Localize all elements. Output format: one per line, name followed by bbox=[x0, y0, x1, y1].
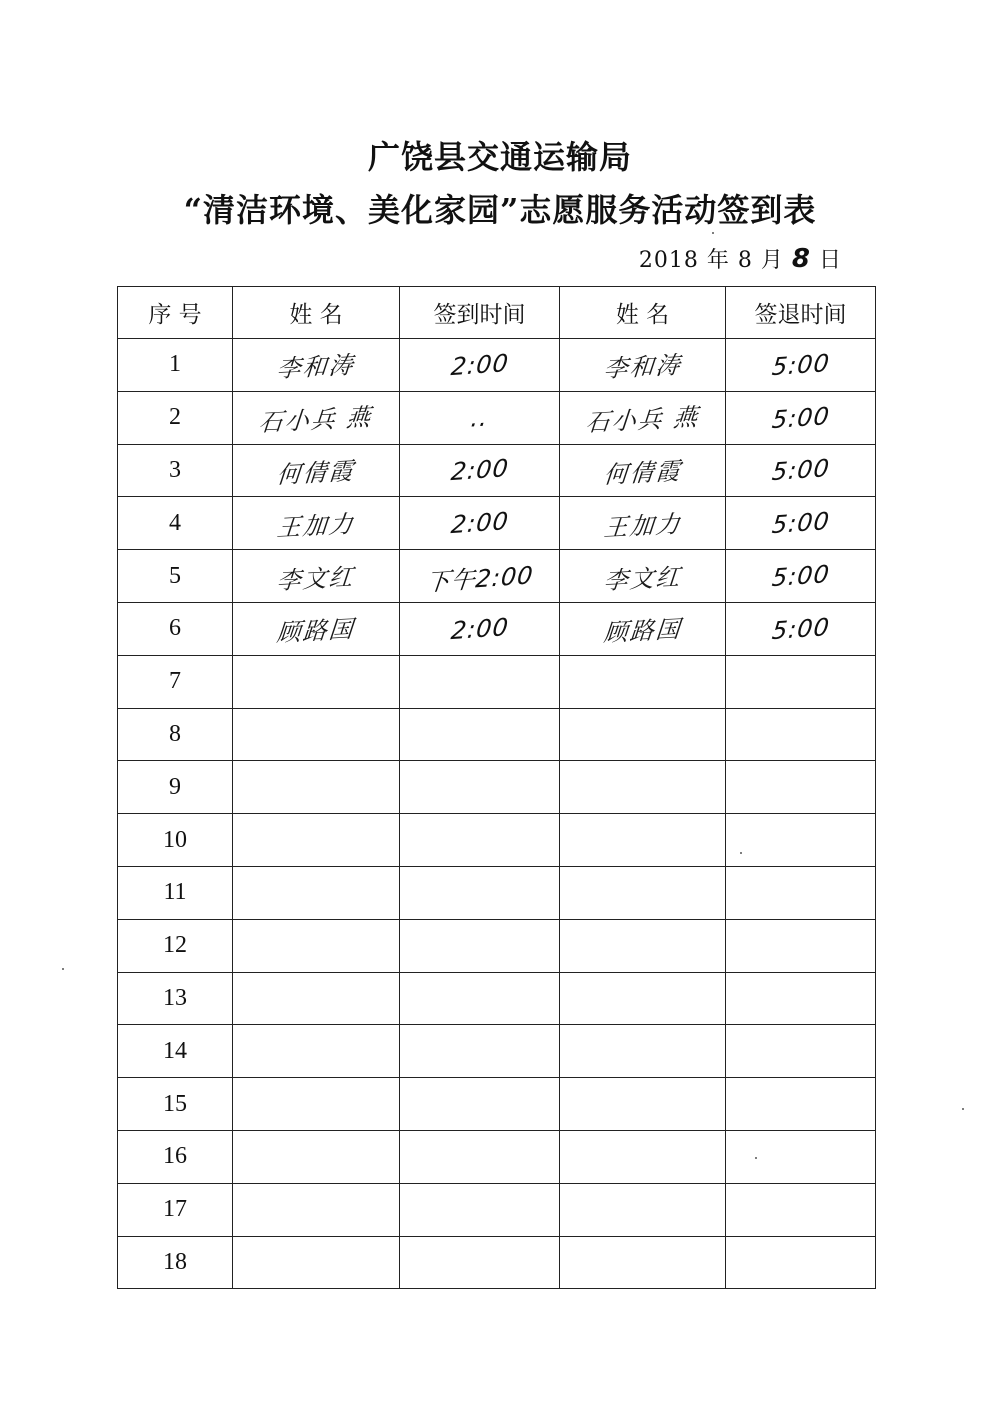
signout-name bbox=[560, 550, 726, 603]
signout-time-text: 5:00 bbox=[770, 454, 831, 487]
row-number: 13 bbox=[118, 972, 233, 1025]
table-row bbox=[118, 655, 876, 708]
signin-time-text: 2:00 bbox=[449, 612, 510, 646]
document-date bbox=[639, 243, 842, 274]
signout-time-text: 5:00 bbox=[770, 507, 831, 540]
table-row bbox=[118, 1130, 876, 1183]
row-number: 5 bbox=[118, 550, 233, 603]
signout-name-text: 顾路国 bbox=[602, 615, 683, 648]
signout-time bbox=[726, 1236, 876, 1289]
signout-time bbox=[726, 444, 876, 497]
scan-speck bbox=[62, 968, 64, 970]
row-number: 8 bbox=[118, 708, 233, 761]
signin-time bbox=[400, 391, 560, 444]
row-number: 6 bbox=[118, 602, 233, 655]
row-number: 9 bbox=[118, 761, 233, 814]
signout-time-text: 5:00 bbox=[770, 401, 831, 434]
signout-name bbox=[560, 708, 726, 761]
table-row bbox=[118, 814, 876, 867]
signin-name bbox=[233, 814, 400, 867]
signout-name bbox=[560, 1183, 726, 1236]
signin-time bbox=[400, 814, 560, 867]
row-number: 17 bbox=[118, 1183, 233, 1236]
header-time-out: 签退时间 bbox=[726, 287, 876, 339]
row-number: 7 bbox=[118, 655, 233, 708]
signin-table bbox=[117, 286, 876, 1289]
signin-time bbox=[400, 1130, 560, 1183]
signin-time bbox=[400, 602, 560, 655]
table-row bbox=[118, 972, 876, 1025]
signin-name bbox=[233, 1236, 400, 1289]
row-number: 14 bbox=[118, 1025, 233, 1078]
row-number: 11 bbox=[118, 866, 233, 919]
row-number: 18 bbox=[118, 1236, 233, 1289]
signout-time bbox=[726, 866, 876, 919]
signin-time-text: 2:00 bbox=[449, 507, 510, 540]
signin-time bbox=[400, 497, 560, 550]
signout-name-text: 石小兵 燕 bbox=[584, 403, 701, 438]
row-number: 3 bbox=[118, 444, 233, 497]
signin-time bbox=[400, 1078, 560, 1131]
row-number: 16 bbox=[118, 1130, 233, 1183]
signout-name bbox=[560, 1078, 726, 1131]
table-body bbox=[118, 339, 876, 1289]
signin-name-text: 石小兵 燕 bbox=[257, 403, 374, 438]
signin-name bbox=[233, 708, 400, 761]
table-row bbox=[118, 602, 876, 655]
row-number: 10 bbox=[118, 814, 233, 867]
signout-name bbox=[560, 866, 726, 919]
signout-time bbox=[726, 1025, 876, 1078]
table-row bbox=[118, 708, 876, 761]
signin-name-text: 顾路国 bbox=[275, 615, 356, 648]
row-number: 15 bbox=[118, 1078, 233, 1131]
row-number: 4 bbox=[118, 497, 233, 550]
signin-name bbox=[233, 1183, 400, 1236]
table-row bbox=[118, 761, 876, 814]
table-row bbox=[118, 391, 876, 444]
signin-time-text: 2:00 bbox=[449, 454, 510, 487]
signin-name bbox=[233, 761, 400, 814]
signin-time bbox=[400, 655, 560, 708]
signout-name bbox=[560, 814, 726, 867]
signout-time bbox=[726, 339, 876, 392]
signout-name bbox=[560, 761, 726, 814]
document-title: 广饶县交通运输局 bbox=[367, 138, 632, 176]
signin-time bbox=[400, 1236, 560, 1289]
signin-name bbox=[233, 866, 400, 919]
signout-name bbox=[560, 1236, 726, 1289]
signout-time-text: 5:00 bbox=[770, 612, 831, 646]
signin-name bbox=[233, 550, 400, 603]
signin-name-text: 何倩霞 bbox=[275, 456, 356, 490]
header-name-in: 姓 名 bbox=[233, 287, 400, 339]
scan-speck bbox=[712, 232, 714, 234]
table-row bbox=[118, 339, 876, 392]
signin-time bbox=[400, 550, 560, 603]
header-serial: 序 号 bbox=[118, 287, 233, 339]
signout-time bbox=[726, 708, 876, 761]
signin-time-text: .. bbox=[469, 402, 490, 433]
table-row bbox=[118, 444, 876, 497]
signin-name bbox=[233, 919, 400, 972]
signin-name bbox=[233, 497, 400, 550]
signin-name-text: 李和涛 bbox=[275, 351, 356, 384]
signout-time bbox=[726, 1130, 876, 1183]
signout-time bbox=[726, 550, 876, 603]
table-row bbox=[118, 919, 876, 972]
signout-name-text: 李和涛 bbox=[602, 351, 683, 384]
signout-time bbox=[726, 919, 876, 972]
signin-time bbox=[400, 339, 560, 392]
signin-time bbox=[400, 761, 560, 814]
signin-time bbox=[400, 708, 560, 761]
signout-name-text: 王加力 bbox=[602, 509, 683, 542]
signin-time-text: 2:00 bbox=[449, 348, 510, 382]
signout-time bbox=[726, 1078, 876, 1131]
signout-name bbox=[560, 444, 726, 497]
signout-time bbox=[726, 814, 876, 867]
signout-name bbox=[560, 391, 726, 444]
signout-time bbox=[726, 602, 876, 655]
table-row bbox=[118, 866, 876, 919]
signin-name bbox=[233, 655, 400, 708]
signout-name bbox=[560, 497, 726, 550]
scan-speck bbox=[755, 1157, 757, 1159]
signout-name-text: 李文红 bbox=[602, 562, 683, 595]
date-suffix: 日 bbox=[818, 248, 842, 273]
signout-time-text: 5:00 bbox=[770, 559, 831, 593]
signin-name bbox=[233, 1078, 400, 1131]
table-row bbox=[118, 1183, 876, 1236]
scan-speck bbox=[740, 852, 742, 854]
signout-name bbox=[560, 1130, 726, 1183]
date-day-handwritten: 8 bbox=[791, 244, 811, 274]
signout-time bbox=[726, 655, 876, 708]
signin-time bbox=[400, 919, 560, 972]
signin-time bbox=[400, 1025, 560, 1078]
row-number: 1 bbox=[118, 339, 233, 392]
signin-name bbox=[233, 972, 400, 1025]
table-row bbox=[118, 1236, 876, 1289]
signin-time bbox=[400, 972, 560, 1025]
header-time-in: 签到时间 bbox=[400, 287, 560, 339]
signout-name bbox=[560, 972, 726, 1025]
signin-time bbox=[400, 1183, 560, 1236]
signout-time bbox=[726, 391, 876, 444]
signin-name bbox=[233, 444, 400, 497]
signout-name bbox=[560, 919, 726, 972]
signout-name bbox=[560, 339, 726, 392]
table-row bbox=[118, 1078, 876, 1131]
signin-time-text: 下午2:00 bbox=[423, 560, 535, 597]
signin-time bbox=[400, 444, 560, 497]
signout-time bbox=[726, 1183, 876, 1236]
table-header-row bbox=[118, 287, 876, 339]
row-number: 12 bbox=[118, 919, 233, 972]
document-subtitle: “清洁环境、美化家园”志愿服务活动签到表 bbox=[183, 191, 817, 229]
signin-name bbox=[233, 1130, 400, 1183]
row-number: 2 bbox=[118, 391, 233, 444]
signout-time bbox=[726, 761, 876, 814]
table-row bbox=[118, 497, 876, 550]
signout-name bbox=[560, 655, 726, 708]
date-prefix: 2018 年 8 月 bbox=[638, 248, 784, 273]
signin-name-text: 李文红 bbox=[275, 562, 356, 595]
signout-time bbox=[726, 497, 876, 550]
signout-time bbox=[726, 972, 876, 1025]
signin-name bbox=[233, 339, 400, 392]
signout-name-text: 何倩霞 bbox=[602, 456, 683, 490]
header-name-out: 姓 名 bbox=[560, 287, 726, 339]
signin-name-text: 王加力 bbox=[275, 509, 356, 542]
signin-time bbox=[400, 866, 560, 919]
signout-name bbox=[560, 602, 726, 655]
table-row bbox=[118, 1025, 876, 1078]
signout-name bbox=[560, 1025, 726, 1078]
signin-name bbox=[233, 1025, 400, 1078]
signout-time-text: 5:00 bbox=[770, 348, 831, 382]
signin-name bbox=[233, 391, 400, 444]
table-row bbox=[118, 550, 876, 603]
signin-name bbox=[233, 602, 400, 655]
scan-speck bbox=[962, 1108, 964, 1110]
